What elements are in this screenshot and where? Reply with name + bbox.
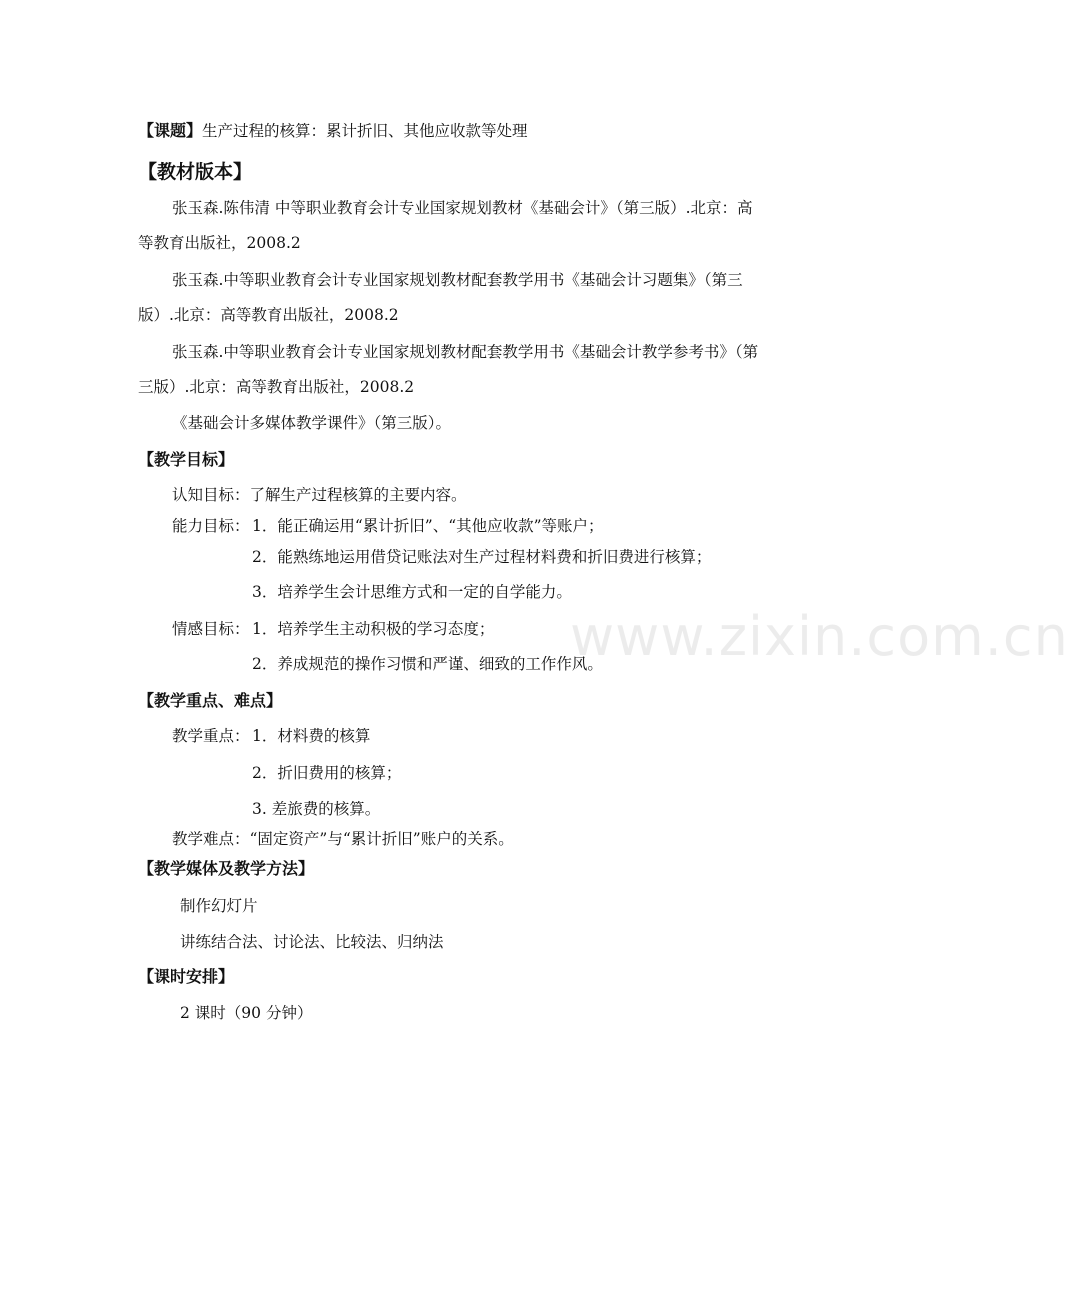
media-heading: 【教学媒体及教学方法】 [138,859,315,878]
keypoints-heading: 【教学重点、难点】 [138,691,283,710]
schedule-text: 2 课时（90 分钟） [180,1004,313,1022]
textbook-ref-3-line-1: 张玉森.中等职业教育会计专业国家规划教材配套教学用书《基础会计教学参考书》（第 [172,343,759,361]
media-item-1: 制作幻灯片 [180,897,258,915]
goal-ability-2: 2．能熟练地运用借贷记账法对生产过程材料费和折旧费进行核算； [252,548,712,566]
topic-label: 【课题】 [138,121,203,140]
keypoint-3: 3. 差旅费的核算。 [252,800,381,818]
goal-emotion-label: 情感目标： [172,620,250,638]
goal-emotion-2: 2．养成规范的操作习惯和严谨、细致的工作作风。 [252,655,603,673]
textbook-ref-1-line-1: 张玉森.陈伟清 中等职业教育会计专业国家规划教材《基础会计》（第三版）.北京：高 [172,199,753,217]
textbook-ref-4: 《基础会计多媒体教学课件》（第三版）。 [172,414,452,432]
difficulty-point: 教学难点：“固定资产”与“累计折旧”账户的关系。 [172,830,514,848]
goal-ability-label: 能力目标： [172,517,250,535]
goal-ability-3: 3．培养学生会计思维方式和一定的自学能力。 [252,583,572,601]
textbook-ref-3-line-2: 三版）.北京：高等教育出版社，2008.2 [138,378,415,396]
keypoint-1: 1．材料费的核算 [252,727,371,745]
textbook-heading: 【教材版本】 [138,161,253,183]
topic-line [138,121,528,141]
textbook-ref-2-line-2: 版）.北京：高等教育出版社，2008.2 [138,306,399,324]
watermark: www.zixin.com.cn [570,605,1069,668]
textbook-ref-2-line-1: 张玉森.中等职业教育会计专业国家规划教材配套教学用书《基础会计习题集》（第三 [172,271,743,289]
keypoint-2: 2．折旧费用的核算； [252,764,402,782]
keypoint-label: 教学重点： [172,727,250,745]
goals-heading: 【教学目标】 [138,450,235,469]
goal-emotion-1: 1．培养学生主动积极的学习态度； [252,620,495,638]
goal-ability-1: 1．能正确运用“累计折旧”、“其他应收款”等账户； [252,517,604,535]
goal-cognitive: 认知目标：了解生产过程核算的主要内容。 [172,486,467,504]
topic-text: 生产过程的核算：累计折旧、其他应收款等处理 [202,122,528,140]
schedule-heading: 【课时安排】 [138,967,235,986]
media-item-2: 讲练结合法、讨论法、比较法、归纳法 [180,933,444,951]
textbook-ref-1-line-2: 等教育出版社，2008.2 [138,234,301,252]
